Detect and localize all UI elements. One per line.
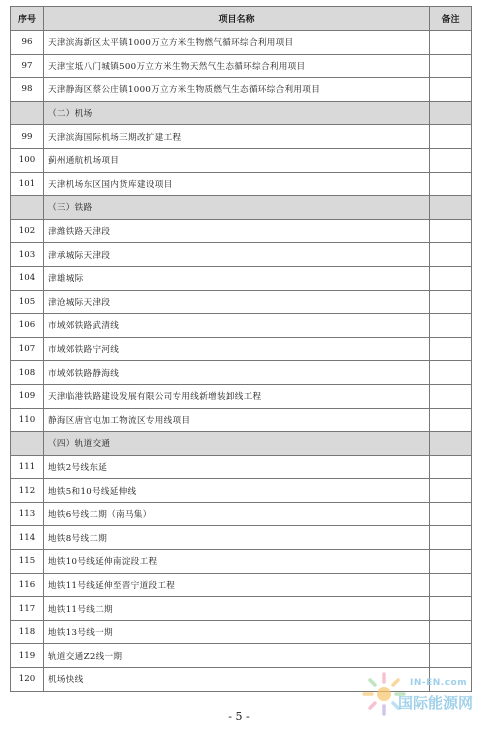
table-row [11, 31, 472, 55]
row-number: 104 [11, 266, 44, 290]
remarks-cell [430, 125, 472, 149]
remarks-cell [430, 219, 472, 243]
project-name: 天津静海区蔡公庄镇1000万立方米生物质燃气生态循环综合利用项目 [44, 78, 430, 102]
table-row [11, 644, 472, 668]
remarks-cell [430, 597, 472, 621]
row-number: 115 [11, 550, 44, 574]
project-name: 天津滨海国际机场三期改扩建工程 [44, 125, 430, 149]
remarks-cell [430, 314, 472, 338]
row-number: 98 [11, 78, 44, 102]
project-name: 地铁2号线东延 [44, 455, 430, 479]
row-number: 116 [11, 573, 44, 597]
remarks-cell [430, 573, 472, 597]
row-number: 101 [11, 172, 44, 196]
project-name: 地铁5和10号线延伸线 [44, 479, 430, 503]
table-row [11, 219, 472, 243]
remarks-cell [430, 31, 472, 55]
table-row [11, 266, 472, 290]
project-name: 津潍铁路天津段 [44, 219, 430, 243]
section-row [11, 432, 472, 456]
row-number: 103 [11, 243, 44, 267]
row-number: 105 [11, 290, 44, 314]
remarks-cell [430, 266, 472, 290]
remarks-cell [430, 384, 472, 408]
table-row [11, 384, 472, 408]
project-name: 地铁6号线二期（南马集） [44, 502, 430, 526]
section-title: （二）机场 [44, 101, 430, 125]
table-row [11, 526, 472, 550]
remarks-cell [430, 479, 472, 503]
project-name: 市域郊铁路宁河线 [44, 337, 430, 361]
remarks-cell [430, 550, 472, 574]
remarks-cell [430, 243, 472, 267]
row-number: 120 [11, 668, 44, 692]
table-row [11, 314, 472, 338]
section-row [11, 101, 472, 125]
row-number: 118 [11, 620, 44, 644]
row-number: 113 [11, 502, 44, 526]
table-row [11, 550, 472, 574]
project-name: 津沧城际天津段 [44, 290, 430, 314]
project-name: 天津宝坻八门城镇500万立方米生物天然气生态循环综合利用项目 [44, 54, 430, 78]
remarks-cell [430, 526, 472, 550]
table-row [11, 408, 472, 432]
row-number: 119 [11, 644, 44, 668]
project-name: 地铁13号线一期 [44, 620, 430, 644]
table-row [11, 361, 472, 385]
header-number: 序号 [11, 7, 44, 31]
table-header-row [11, 7, 472, 31]
row-number: 114 [11, 526, 44, 550]
row-number: 107 [11, 337, 44, 361]
table-row [11, 148, 472, 172]
watermark-brand: 国际能源网 [398, 694, 474, 712]
project-name: 地铁10号线延伸南淀段工程 [44, 550, 430, 574]
project-name: 市域郊铁路静海线 [44, 361, 430, 385]
project-table [10, 6, 472, 692]
remarks-cell [430, 337, 472, 361]
remarks-cell [430, 620, 472, 644]
project-name: 天津机场东区国内货库建设项目 [44, 172, 430, 196]
project-name: 津承城际天津段 [44, 243, 430, 267]
remarks-cell [430, 148, 472, 172]
section-remarks-cell [430, 101, 472, 125]
table-row [11, 455, 472, 479]
row-number: 102 [11, 219, 44, 243]
section-number-cell [11, 432, 44, 456]
remarks-cell [430, 172, 472, 196]
section-remarks-cell [430, 196, 472, 220]
row-number: 108 [11, 361, 44, 385]
remarks-cell [430, 54, 472, 78]
row-number: 109 [11, 384, 44, 408]
project-name: 津雄城际 [44, 266, 430, 290]
section-title: （四）轨道交通 [44, 432, 430, 456]
table-row [11, 620, 472, 644]
table-row [11, 573, 472, 597]
table-row [11, 125, 472, 149]
table-row [11, 597, 472, 621]
row-number: 117 [11, 597, 44, 621]
row-number: 111 [11, 455, 44, 479]
project-name: 轨道交通Z2线一期 [44, 644, 430, 668]
remarks-cell [430, 361, 472, 385]
page-number: - 5 - [228, 710, 250, 723]
remarks-cell [430, 455, 472, 479]
remarks-cell [430, 290, 472, 314]
remarks-cell [430, 78, 472, 102]
remarks-cell [430, 502, 472, 526]
header-project-name: 项目名称 [44, 7, 430, 31]
row-number: 99 [11, 125, 44, 149]
row-number: 97 [11, 54, 44, 78]
section-title: （三）铁路 [44, 196, 430, 220]
project-name: 天津临港铁路建设发展有限公司专用线新增装卸线工程 [44, 384, 430, 408]
project-name: 蓟州通航机场项目 [44, 148, 430, 172]
section-row [11, 196, 472, 220]
watermark-domain: IN-EN.com [410, 678, 468, 688]
remarks-cell [430, 408, 472, 432]
watermark-logo [360, 670, 474, 722]
project-name: 地铁8号线二期 [44, 526, 430, 550]
row-number: 100 [11, 148, 44, 172]
project-name: 天津滨海新区太平镇1000万立方米生物燃气循环综合利用项目 [44, 31, 430, 55]
table-row [11, 479, 472, 503]
section-number-cell [11, 196, 44, 220]
table-row [11, 54, 472, 78]
table-row [11, 290, 472, 314]
project-name: 市域郊铁路武清线 [44, 314, 430, 338]
section-number-cell [11, 101, 44, 125]
table-row [11, 502, 472, 526]
project-name: 地铁11号线延伸至晋宁道段工程 [44, 573, 430, 597]
project-name: 地铁11号线二期 [44, 597, 430, 621]
remarks-cell [430, 644, 472, 668]
row-number: 110 [11, 408, 44, 432]
table-row [11, 243, 472, 267]
project-name: 静海区唐官屯加工物流区专用线项目 [44, 408, 430, 432]
row-number: 96 [11, 31, 44, 55]
table-body [11, 31, 472, 692]
section-remarks-cell [430, 432, 472, 456]
project-name: 机场快线 [44, 668, 430, 692]
table-row [11, 337, 472, 361]
row-number: 112 [11, 479, 44, 503]
table-row [11, 78, 472, 102]
header-remarks: 备注 [430, 7, 472, 31]
table-row [11, 172, 472, 196]
row-number: 106 [11, 314, 44, 338]
